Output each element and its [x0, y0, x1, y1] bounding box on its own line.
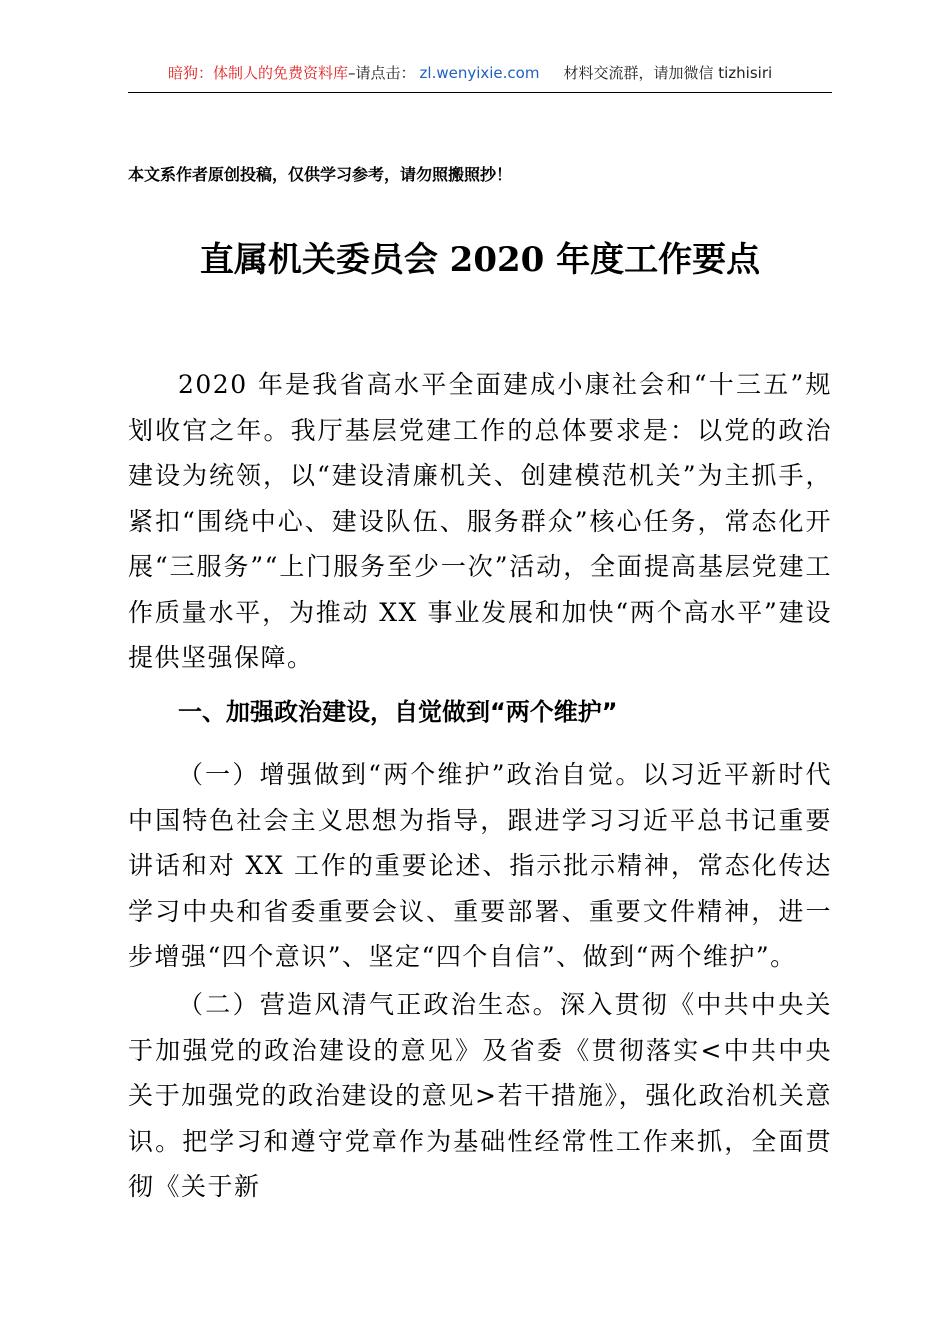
header-url-link[interactable]: zl.wenyixie.com [419, 64, 540, 82]
item-paragraph-2: （二）营造风清气正政治生态。深入贯彻《中共中央关于加强党的政治建设的意见》及省委《贯彻落实<中共中央关于加强党的政治建设的意见>若干措施》，强化政治机关意识。把学习和遵守党章作为基础性经常性工作来抓，全面贯彻《关于新 [128, 990, 832, 1201]
document-title: 直属机关委员会 2020 年度工作要点 [199, 240, 761, 280]
header-group-text: 材料交流群，请加微信 tizhisiri [563, 64, 773, 82]
section-heading-1: 一、加强政治建设，自觉做到“两个维护” [178, 698, 618, 726]
intro-paragraph: 2020 年是我省高水平全面建成小康社会和“十三五”规划收官之年。我厅基层党建工作的总体要求是：以党的政治建设为统领，以“建设清廉机关、创建模范机关”为主抓手，紧扣“围绕中心、建设队伍、服务群众”核心任务，常态化开展“三服务”“上门服务至少一次”活动，全面提高基层党建工作质量水平，为推动 XX 事业发展和加快“两个高水平”建设提供坚强保障。 [128, 370, 832, 672]
copyright-notice: 本文系作者原创投稿，仅供学习参考，请勿照搬照抄！ [128, 165, 513, 184]
page-header [128, 60, 832, 93]
item-paragraph-1: （一）增强做到“两个维护”政治自觉。以习近平新时代中国特色社会主义思想为指导，跟进学习习近平总书记重要讲话和对 XX 工作的重要论述、指示批示精神，常态化传达学习中央和省委重要会议、重要部署、重要文件精神，进一步增强“四个意识”、坚定“四个自信”、做到“两个维护”。 [128, 760, 832, 971]
header-click-prefix: –请点击： [348, 64, 416, 82]
header-promo-text: 暗狗：体制人的免费资料库 [168, 64, 349, 82]
